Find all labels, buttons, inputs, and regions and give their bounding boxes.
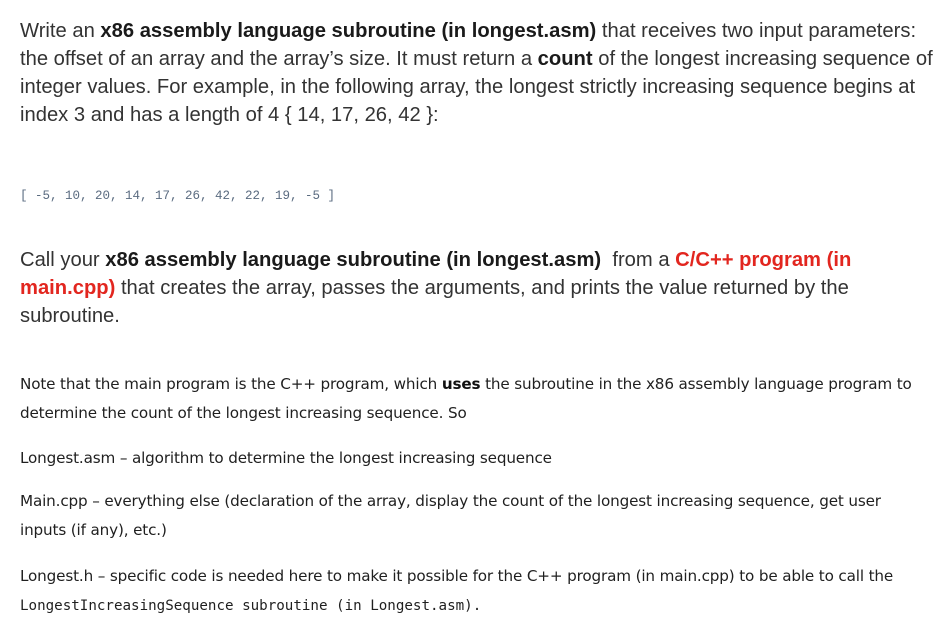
file-longest-asm-text: Longest.asm – algorithm to determine the longest increasing sequence: [20, 449, 552, 467]
call-text-2: from a: [601, 249, 676, 271]
call-bold-subroutine: x86 assembly language subroutine (in longest.asm): [105, 249, 602, 271]
file-longest-h-code: LongestIncreasingSequence subroutine (in Longest.asm).: [20, 598, 482, 614]
intro-text-3: of the longest increasing sequence of integer values. For example, in the following array, the longest strictly increasing sequence begins at index 3 and has a length of 4 { 14, 17, 26, 42 }:: [20, 48, 933, 126]
note-bold-uses: uses: [441, 375, 481, 393]
call-text-1: Call your: [20, 249, 106, 271]
intro-text-1: Write an: [20, 20, 101, 42]
call-paragraph: [20, 246, 920, 330]
intro-text-2: that receives two input parameters: the offset of an array and the array’s size. It must return a: [20, 20, 917, 70]
call-red-program: C/C++ program (in main.cpp): [20, 249, 852, 299]
file-longest-h: [20, 562, 920, 621]
file-main-cpp: [20, 487, 920, 545]
intro-bold-subroutine: x86 assembly language subroutine (in longest.asm): [100, 20, 597, 42]
file-longest-h-text-1: Longest.h – specific code is needed here to make it possible for the C++ program (in main.cpp) to be able to call the: [20, 567, 894, 585]
note-text-1: Note that the main program is the C++ program, which: [20, 375, 442, 393]
note-paragraph: [20, 370, 920, 428]
intro-bold-count: count: [537, 48, 593, 70]
file-longest-asm: [20, 444, 920, 473]
example-array-code: [ -5, 10, 20, 14, 17, 26, 42, 22, 19, -5 ]: [20, 189, 336, 203]
call-text-3: that creates the array, passes the arguments, and prints the value returned by the subroutine.: [20, 277, 849, 327]
intro-paragraph: [20, 17, 940, 129]
note-text-2: the subroutine in the x86 assembly language program to determine the count of the longest increasing sequence. So: [20, 375, 912, 422]
file-main-cpp-text: Main.cpp – everything else (declaration of the array, display the count of the longest increasing sequence, get user inputs (if any), etc.): [20, 492, 881, 539]
